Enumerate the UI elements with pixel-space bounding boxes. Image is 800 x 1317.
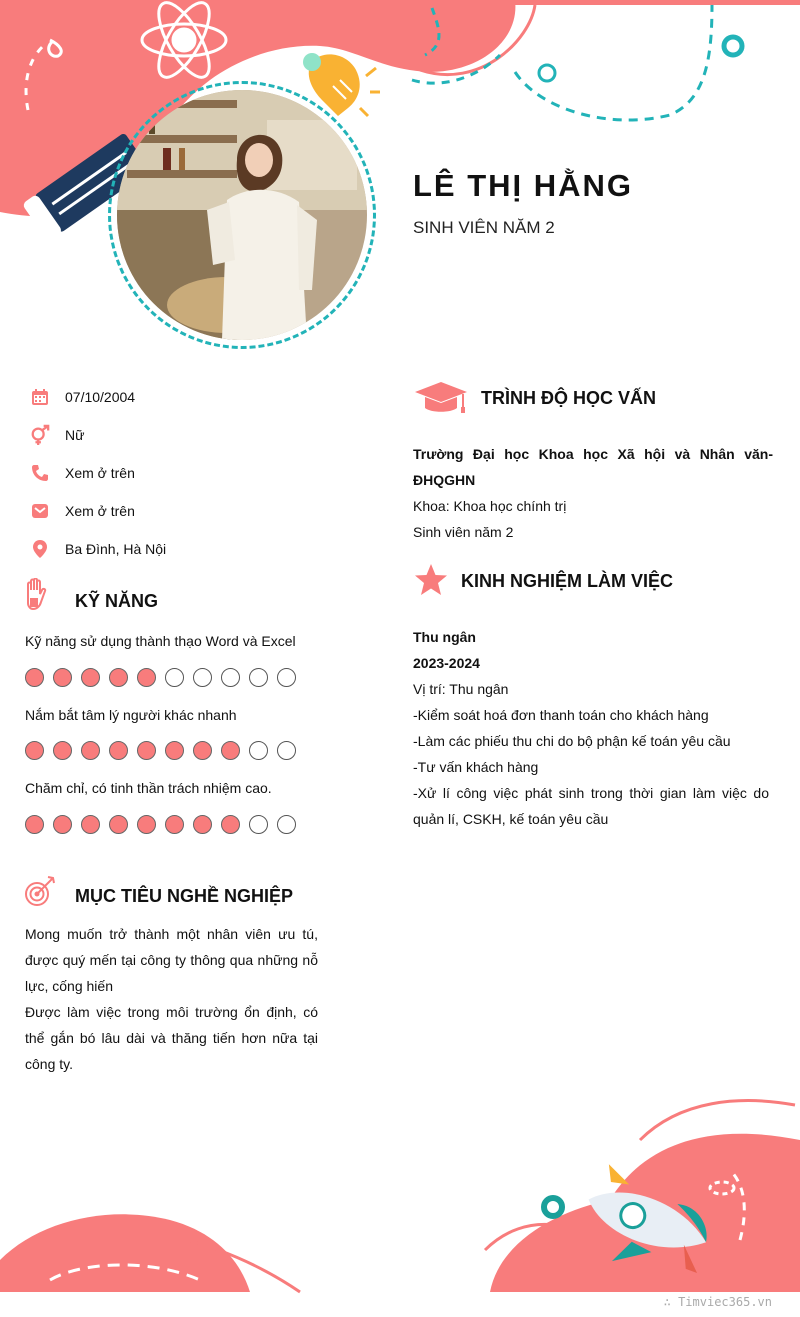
education-school: Trường Đại học Khoa học Xã hội và Nhân văn- ĐHQGHN: [413, 446, 773, 488]
education-faculty: Khoa: Khoa học chính trị: [413, 498, 567, 514]
skill-dot-filled: [81, 668, 100, 687]
address-text: Ba Đình, Hà Nội: [65, 541, 167, 557]
experience-job-title: Thu ngân: [413, 629, 476, 645]
skill-dot-empty: [165, 668, 184, 687]
candidate-name: LÊ THỊ HẰNG: [413, 168, 634, 203]
skill-rating: [25, 815, 296, 834]
skill-label: Chăm chỉ, có tinh thần trách nhiệm cao.: [25, 780, 272, 796]
watermark: [664, 1295, 772, 1309]
info-phone: [30, 461, 135, 485]
experience-duty: -Tư vấn khách hàng: [413, 759, 539, 775]
experience-details: [413, 624, 769, 832]
education-year: Sinh viên năm 2: [413, 524, 514, 540]
objective-title: MỤC TIÊU NGHỀ NGHIỆP: [75, 886, 294, 906]
info-address: [30, 537, 166, 561]
skill-dot-empty: [249, 668, 268, 687]
skill-label: Nắm bắt tâm lý người khác nhanh: [25, 707, 237, 723]
skill-dot-filled: [53, 668, 72, 687]
skill-dot-empty: [249, 815, 268, 834]
objective-paragraph: Mong muốn trở thành một nhân viên ưu tú, được quý mến tại công ty thông qua những nỗ lực, cống hiến: [25, 926, 318, 994]
skill-dot-filled: [165, 815, 184, 834]
skill-dot-filled: [109, 668, 128, 687]
skill-dot-empty: [277, 741, 296, 760]
skill-dot-filled: [109, 741, 128, 760]
experience-duty: -Xử lí công việc phát sinh trong thời gian làm việc do quản lí, CSKH, kế toán yêu cầu: [413, 785, 769, 827]
experience-title: KINH NGHIỆM LÀM VIỆC: [461, 571, 674, 591]
skill-dot-filled: [137, 668, 156, 687]
watermark-icon: ∴: [663, 1295, 679, 1309]
graduation-cap-icon: [413, 380, 469, 414]
info-birthdate: [30, 385, 135, 409]
objective-paragraph: Được làm việc trong môi trường ổn định, có thể gắn bó lâu dài và thăng tiến hơn nữa tại công ty.: [25, 1004, 318, 1072]
skill-dot-filled: [109, 815, 128, 834]
phone-icon: [30, 463, 50, 483]
objective-text: [25, 921, 318, 1077]
target-icon: [24, 874, 58, 908]
profile-photo-illustration: [117, 90, 367, 340]
info-gender: [30, 423, 84, 447]
skill-rating: [25, 741, 296, 760]
skill-dot-empty: [277, 668, 296, 687]
skill-rating: [25, 668, 296, 687]
skill-dot-filled: [81, 741, 100, 760]
profile-photo: [117, 90, 367, 340]
skill-dot-filled: [81, 815, 100, 834]
skill-dot-filled: [193, 741, 212, 760]
skill-dot-empty: [221, 668, 240, 687]
skill-dot-empty: [193, 668, 212, 687]
candidate-role: SINH VIÊN NĂM 2: [413, 218, 555, 237]
skill-dot-empty: [277, 815, 296, 834]
experience-duty: -Làm các phiếu thu chi do bộ phận kế toán yêu cầu: [413, 733, 731, 749]
skill-dot-filled: [137, 815, 156, 834]
skill-dot-filled: [25, 668, 44, 687]
gender-icon: [30, 425, 50, 445]
gender-text: Nữ: [65, 427, 85, 443]
experience-period: 2023-2024: [413, 655, 480, 671]
skill-label: Kỹ năng sử dụng thành thạo Word và Excel: [25, 633, 296, 649]
skill-dot-filled: [25, 741, 44, 760]
skill-dot-filled: [53, 741, 72, 760]
education-title: TRÌNH ĐỘ HỌC VẤN: [481, 388, 656, 408]
hand-icon: [24, 578, 48, 612]
skill-dot-filled: [221, 741, 240, 760]
watermark-text: Timviec365.vn: [678, 1295, 772, 1309]
phone-text: Xem ở trên: [65, 465, 135, 481]
calendar-icon: [30, 387, 50, 407]
experience-duty: -Kiểm soát hoá đơn thanh toán cho khách hàng: [413, 707, 709, 723]
experience-position: Vị trí: Thu ngân: [413, 681, 509, 697]
bottom-decoration: [0, 1080, 800, 1317]
email-text: Xem ở trên: [65, 503, 135, 519]
skill-dot-filled: [165, 741, 184, 760]
star-icon: [413, 562, 449, 598]
skill-dot-filled: [193, 815, 212, 834]
location-pin-icon: [30, 539, 50, 559]
skill-dot-empty: [249, 741, 268, 760]
email-icon: [30, 501, 50, 521]
education-details: [413, 441, 773, 545]
birthdate-text: 07/10/2004: [65, 389, 136, 405]
skill-dot-filled: [53, 815, 72, 834]
skills-title: KỸ NĂNG: [75, 591, 159, 611]
skill-dot-filled: [221, 815, 240, 834]
info-email: [30, 499, 135, 523]
skill-dot-filled: [25, 815, 44, 834]
skill-dot-filled: [137, 741, 156, 760]
